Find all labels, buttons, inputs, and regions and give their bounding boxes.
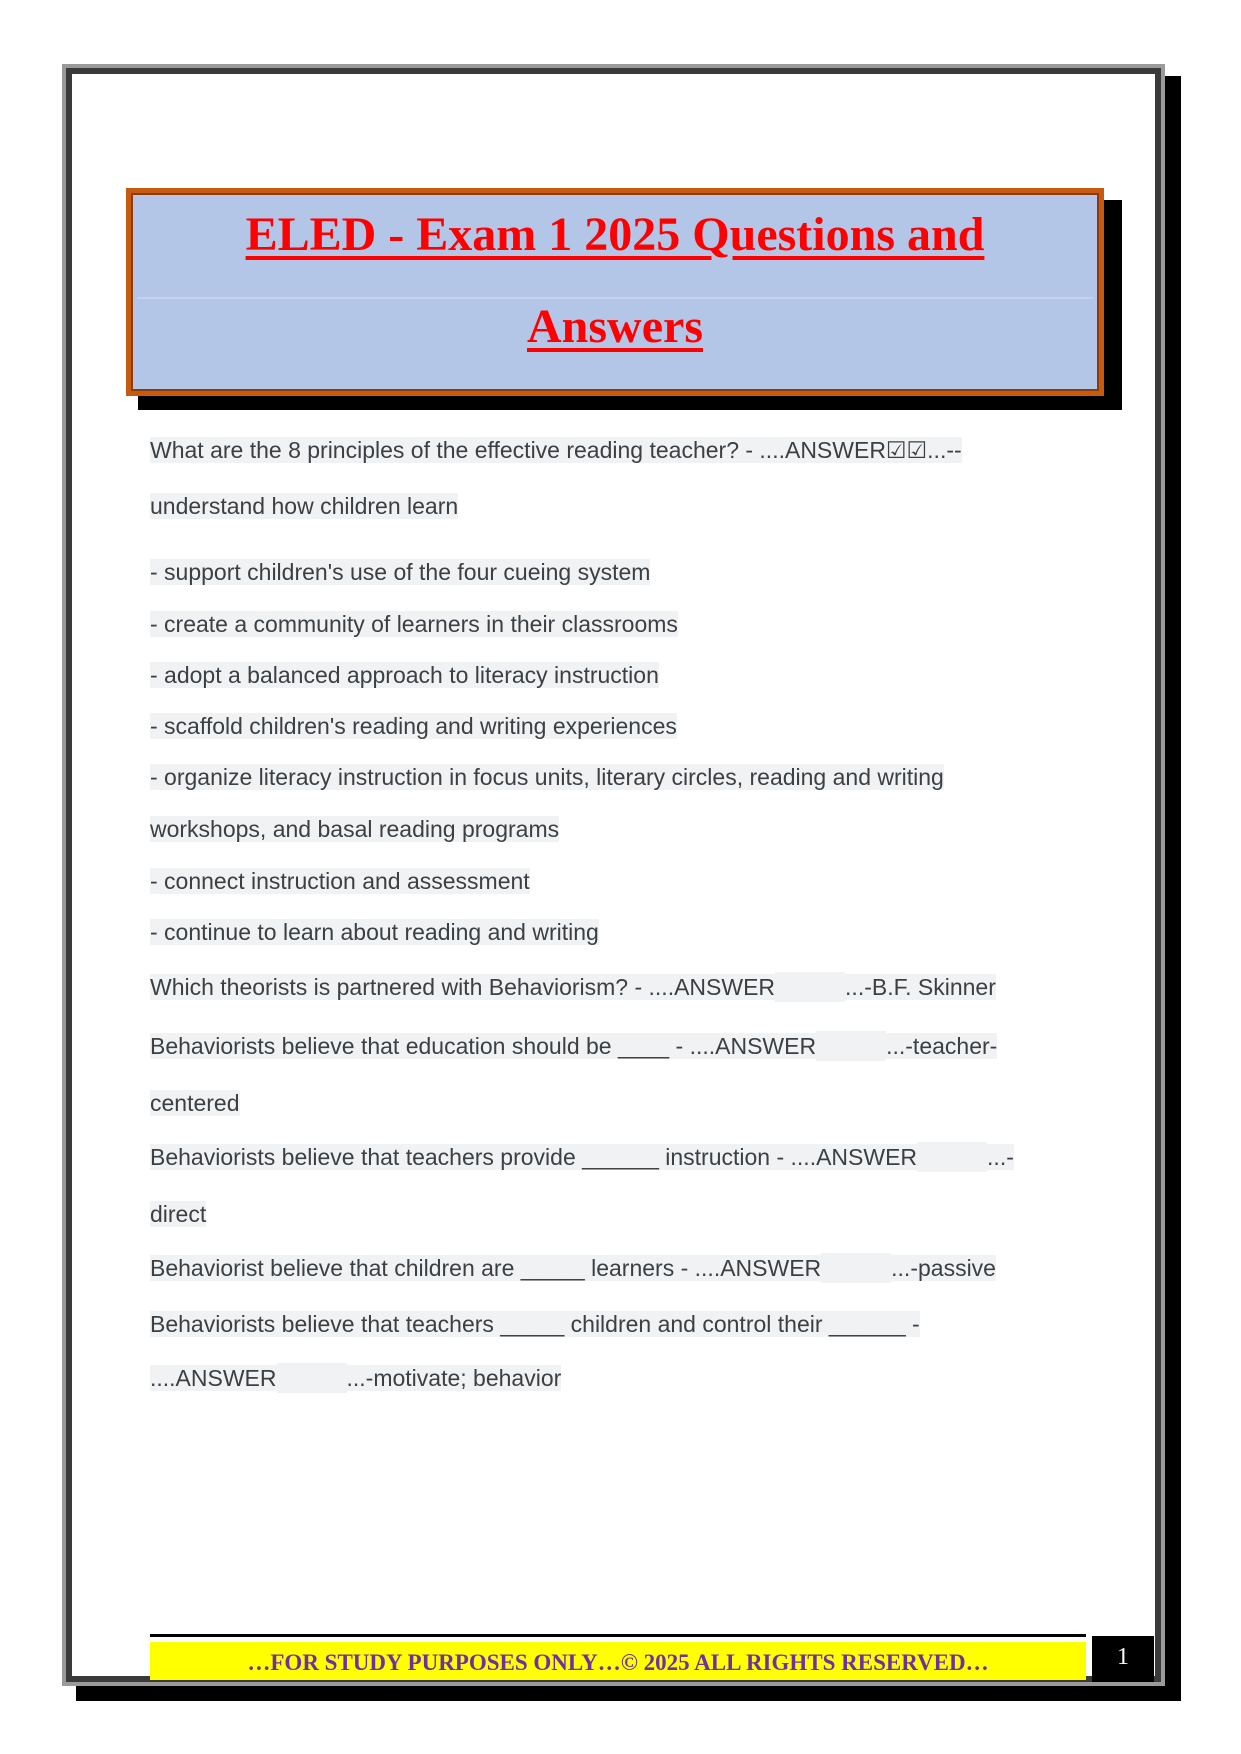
question-2-text: Which theorists is partnered with Behaviorism? - ....ANSWER bbox=[150, 974, 776, 1000]
answer-1-line-2 bbox=[150, 557, 650, 587]
footer-divider bbox=[150, 1634, 1086, 1637]
answer-1-line-8 bbox=[150, 866, 530, 896]
answer-1-line-2-text: - support children's use of the four cueing system bbox=[150, 559, 651, 585]
answer-1-line-9-text: - continue to learn about reading and writing bbox=[150, 919, 599, 945]
answer-1-line-7 bbox=[150, 814, 559, 844]
answer-1-line-6-text: - organize literacy instruction in focus units, literary circles, reading and writing bbox=[150, 764, 944, 790]
question-5-text: Behaviorist believe that children are _____ learners - ....ANSWER bbox=[150, 1255, 822, 1281]
question-4-text: Behaviorists believe that teachers provide ______ instruction - ....ANSWER bbox=[150, 1144, 918, 1170]
answer-1-line-4 bbox=[150, 660, 659, 690]
answer-6-prefix: ....ANSWER bbox=[150, 1365, 277, 1391]
answer-gap bbox=[917, 1142, 987, 1172]
answer-3-continued bbox=[150, 1088, 240, 1118]
answer-1-line-9 bbox=[150, 917, 599, 947]
answer-1-line-5 bbox=[150, 711, 677, 741]
question-3 bbox=[150, 1031, 997, 1061]
answer-4-continued bbox=[150, 1199, 206, 1229]
answer-1-line-5-text: - scaffold children's reading and writing experiences bbox=[150, 713, 677, 739]
answer-1-line-1-text: understand how children learn bbox=[150, 493, 459, 519]
answer-1-line-3-text: - create a community of learners in their classrooms bbox=[150, 611, 678, 637]
answer-1-line-4-text: - adopt a balanced approach to literacy instruction bbox=[150, 662, 659, 688]
question-6 bbox=[150, 1309, 920, 1339]
answer-4-text: ...- bbox=[987, 1144, 1014, 1170]
footer-notice: …FOR STUDY PURPOSES ONLY…© 2025 ALL RIGHTS RESERVED… bbox=[150, 1642, 1086, 1680]
answer-5-text: ...-passive bbox=[891, 1255, 996, 1281]
title-box bbox=[126, 188, 1104, 396]
answer-4-continued-text: direct bbox=[150, 1201, 207, 1227]
question-1 bbox=[150, 435, 962, 465]
answer-gap bbox=[816, 1031, 886, 1061]
document-title-line-2: Answers bbox=[527, 300, 703, 353]
question-5 bbox=[150, 1253, 996, 1283]
answer-3-text: ...-teacher- bbox=[886, 1033, 998, 1059]
document-title-line-1: ELED - Exam 1 2025 Questions and bbox=[245, 208, 985, 261]
answer-gap bbox=[277, 1363, 347, 1393]
answer-2-text: ...-B.F. Skinner bbox=[845, 974, 996, 1000]
page-number: 1 bbox=[1092, 1636, 1154, 1682]
question-2 bbox=[150, 972, 996, 1002]
question-1-text: What are the 8 principles of the effective reading teacher? - ....ANSWER☑☑...-- bbox=[150, 437, 962, 463]
answer-1-line-8-text: - connect instruction and assessment bbox=[150, 868, 530, 894]
answer-1-line-1 bbox=[150, 491, 458, 521]
question-6-text: Behaviorists believe that teachers _____ children and control their ______ - bbox=[150, 1311, 920, 1337]
answer-1-line-3 bbox=[150, 609, 678, 639]
answer-1-line-7-text: workshops, and basal reading programs bbox=[150, 816, 560, 842]
answer-1-line-6 bbox=[150, 762, 944, 792]
answer-3-continued-text: centered bbox=[150, 1090, 240, 1116]
answer-gap bbox=[821, 1253, 891, 1283]
answer-6-text: ...-motivate; behavior bbox=[346, 1365, 562, 1391]
answer-gap bbox=[775, 972, 845, 1002]
question-4 bbox=[150, 1142, 1014, 1172]
question-3-text: Behaviorists believe that education should be ____ - ....ANSWER bbox=[150, 1033, 817, 1059]
answer-6 bbox=[150, 1363, 561, 1393]
